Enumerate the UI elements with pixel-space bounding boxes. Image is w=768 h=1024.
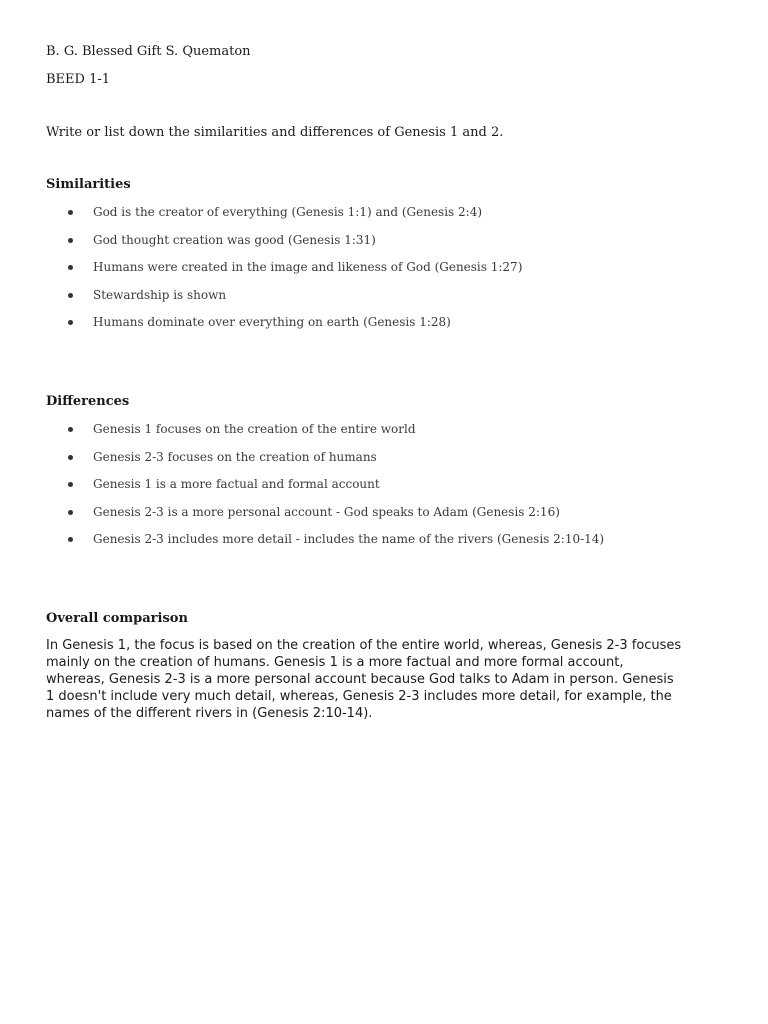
list-item-text: Stewardship is shown — [93, 287, 227, 302]
bullet-icon — [68, 293, 73, 298]
list-item-text: Genesis 1 focuses on the creation of the entire world — [93, 422, 416, 436]
list-item-text: God thought creation was good (Genesis 1:31) — [93, 232, 376, 247]
list-item-text: God is the creator of everything (Genesis 1:1) and (Genesis 2:4) — [93, 205, 483, 219]
list-item-text: Genesis 1 is a more factual and formal account — [93, 477, 380, 491]
bullet-icon — [68, 238, 73, 243]
bullet-icon — [68, 265, 73, 270]
list-item-text: Genesis 2-3 focuses on the creation of humans — [93, 449, 377, 464]
paragraph-line: In Genesis 1, the focus is based on the creation of the entire world, whereas, Genesis 2-3 focuses — [46, 638, 682, 653]
overall-comparison-heading: Overall comparison — [46, 611, 188, 626]
bullet-icon — [68, 510, 73, 515]
similarities-heading: Similarities — [46, 177, 131, 192]
assignment-prompt: Write or list down the similarities and differences of Genesis 1 and 2. — [46, 125, 504, 140]
list-item-text: Humans were created in the image and likeness of God (Genesis 1:27) — [93, 260, 523, 274]
bullet-icon — [68, 320, 73, 325]
bullet-icon — [68, 210, 73, 215]
course-section: BEED 1-1 — [46, 72, 111, 87]
student-name: B. G. Blessed Gift S. Quematon — [46, 44, 251, 59]
bullet-icon — [68, 537, 73, 542]
paragraph-line: names of the different rivers in (Genesis 2:10-14). — [46, 706, 373, 721]
paragraph-line: whereas, Genesis 2-3 is a more personal account because God talks to Adam in person. Genesis — [46, 672, 674, 687]
list-item-text: Genesis 2-3 is a more personal account - God speaks to Adam (Genesis 2:16) — [93, 504, 560, 519]
differences-heading: Differences — [46, 394, 130, 409]
list-item-text: Humans dominate over everything on earth (Genesis 1:28) — [93, 315, 451, 329]
paragraph-line: mainly on the creation of humans. Genesis 1 is a more factual and more formal account, — [46, 655, 624, 670]
bullet-icon — [68, 455, 73, 460]
paragraph-line: 1 doesn't include very much detail, whereas, Genesis 2-3 includes more detail, for example, the — [46, 689, 672, 704]
bullet-icon — [68, 482, 73, 487]
bullet-icon — [68, 427, 73, 432]
overall-comparison-paragraph — [46, 637, 736, 722]
list-item-text: Genesis 2-3 includes more detail - includes the name of the rivers (Genesis 2:10-14) — [93, 532, 605, 546]
